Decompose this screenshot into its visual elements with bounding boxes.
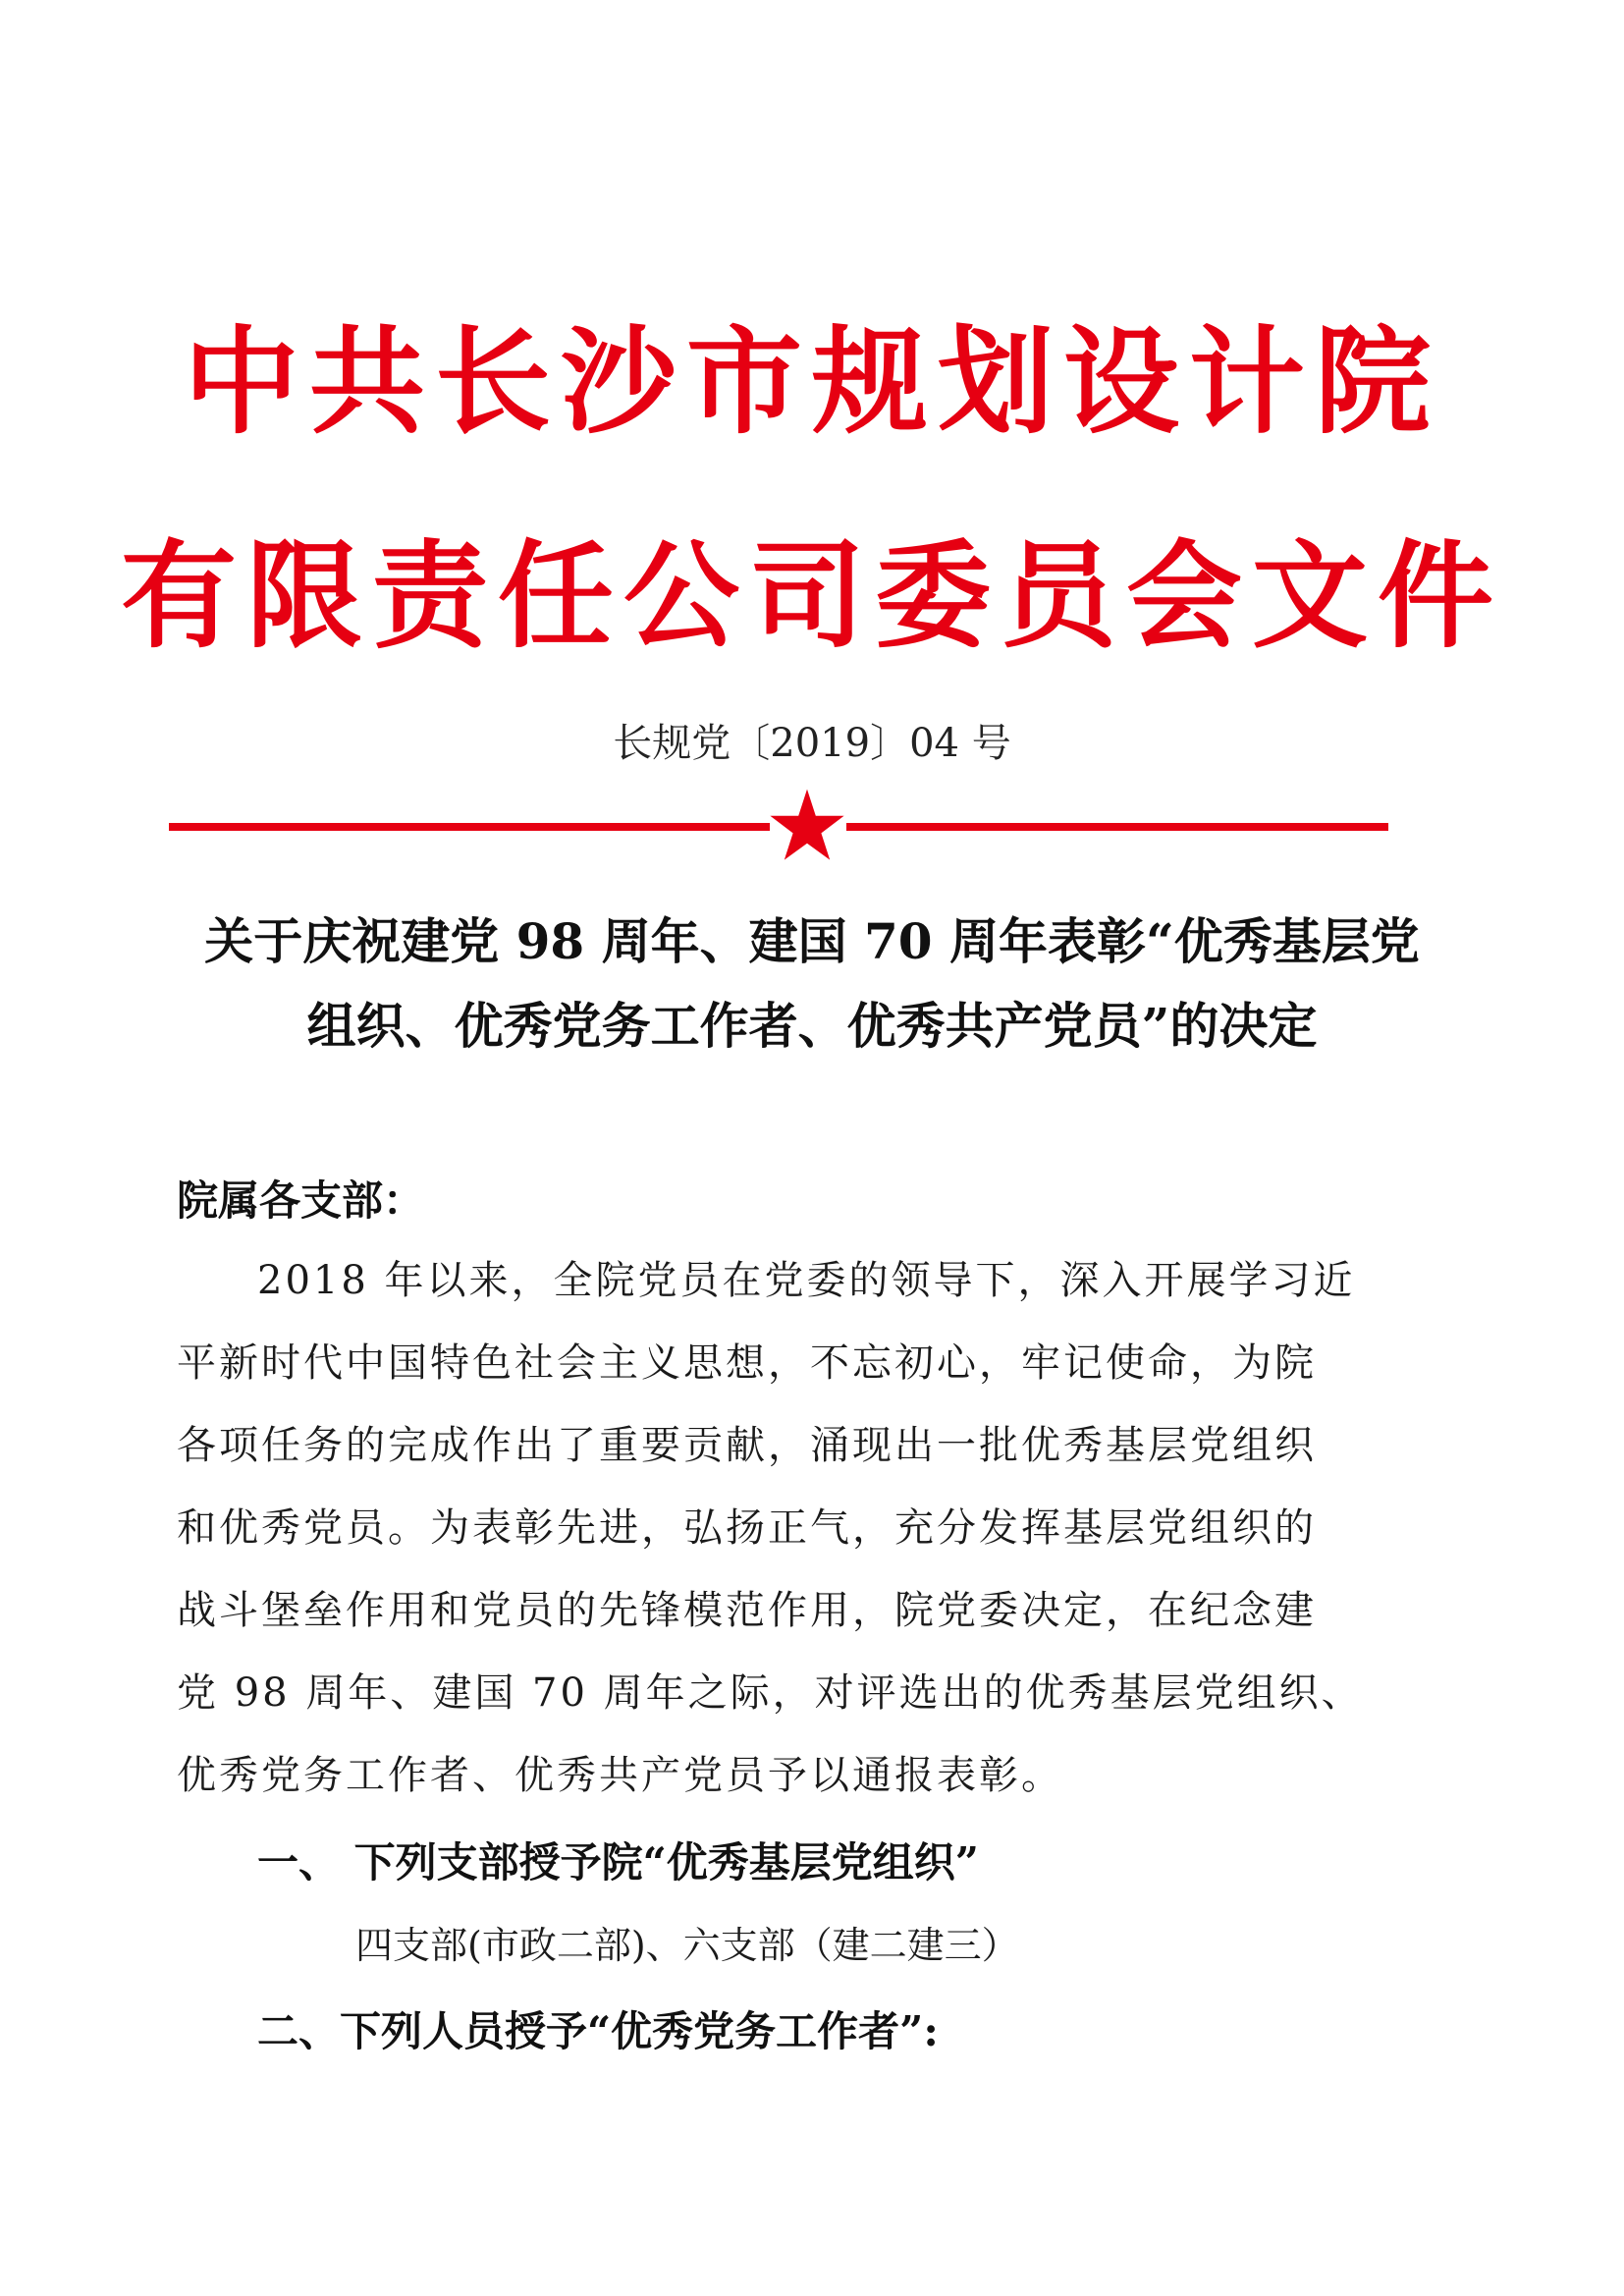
salutation: 院属各支部： xyxy=(177,1176,425,1225)
paragraph-line: 平新时代中国特色社会主义思想，不忘初心，牢记使命，为院 xyxy=(177,1340,1317,1386)
red-divider-right xyxy=(846,823,1388,831)
section-heading-2: 二、下列人员授予“优秀党务工作者”: xyxy=(257,2007,939,2055)
five-pointed-star-icon xyxy=(768,788,846,862)
document-number: 长规党〔2019〕04 号 xyxy=(613,721,1011,766)
paragraph-line: 各项任务的完成作出了重要贡献，涌现出一批优秀基层党组织 xyxy=(177,1423,1317,1468)
paragraph-line: 党 98 周年、建国 70 周年之际，对评选出的优秀基层党组织、 xyxy=(177,1670,1364,1716)
section-1-item: 四支部(市政二部)、六支部（建二建三） xyxy=(355,1924,1019,1967)
org-title-line1: 中共长沙市规划设计院 xyxy=(183,314,1440,450)
decision-title-line2: 组织、优秀党务工作者、优秀共产党员”的决定 xyxy=(306,997,1318,1055)
paragraph-line: 优秀党务工作者、优秀共产党员予以通报表彰。 xyxy=(177,1753,1063,1798)
red-divider-left xyxy=(169,823,770,831)
org-title-line2: 有限责任公司委员会文件 xyxy=(120,528,1503,664)
paragraph-line: 战斗堡垒作用和党员的先锋模范作用，院党委决定，在纪念建 xyxy=(177,1588,1317,1633)
paragraph-line: 2018 年以来，全院党员在党委的领导下，深入开展学习近 xyxy=(257,1258,1356,1303)
paragraph-line: 和优秀党员。为表彰先进，弘扬正气，充分发挥基层党组织的 xyxy=(177,1505,1317,1551)
section-heading-1: 一、 下列支部授予院“优秀基层党组织” xyxy=(257,1838,979,1886)
decision-title-line1: 关于庆祝建党 98 周年、建国 70 周年表彰“优秀基层党 xyxy=(204,912,1420,970)
